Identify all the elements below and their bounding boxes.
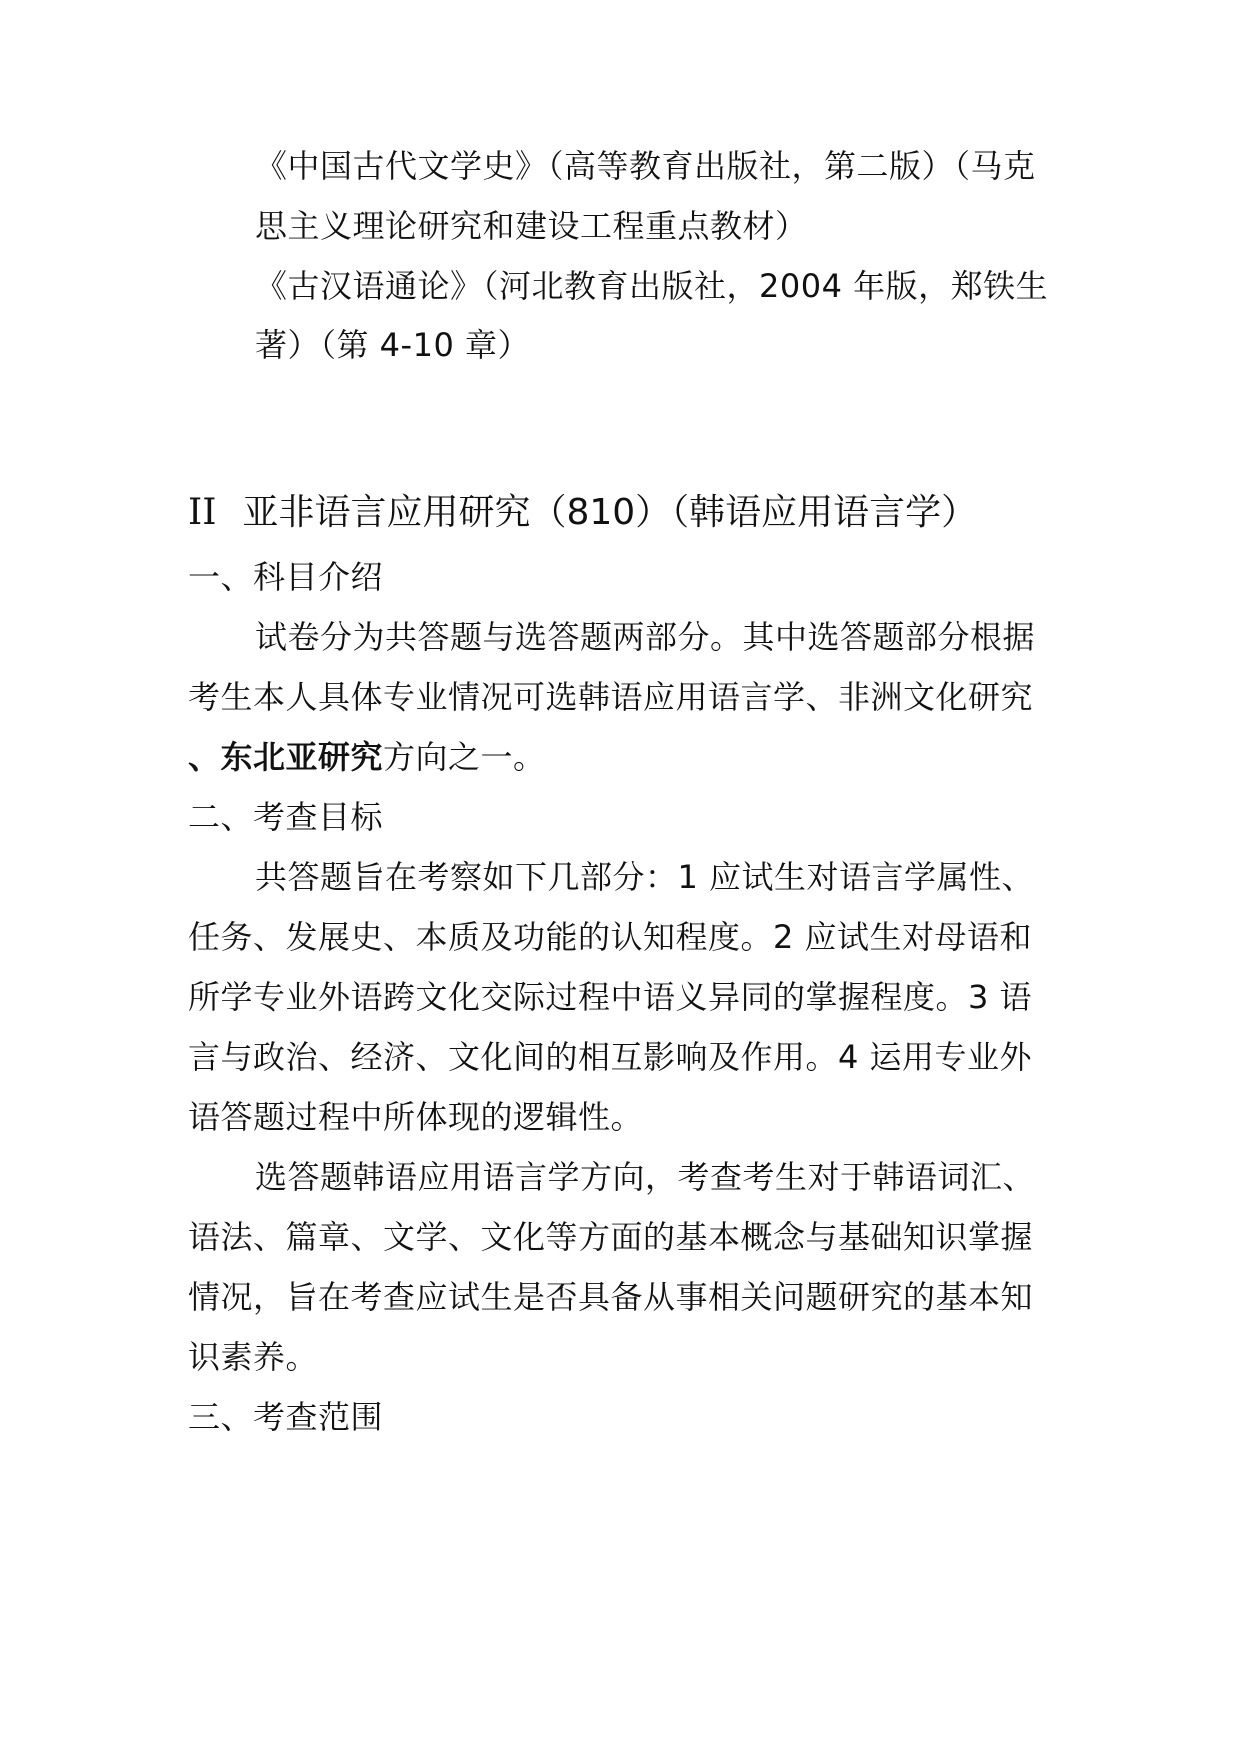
reference-1-line-1: 《中国古代文学史》（高等教育出版社，第二版）（马克 bbox=[255, 147, 1036, 185]
part-1-paragraph-line-2: 考生本人具体专业情况可选韩语应用语言学、非洲文化研究 bbox=[188, 678, 1034, 716]
reference-2-line-1: 《古汉语通论》（河北教育出版社，2004 年版，郑铁生 bbox=[255, 267, 1049, 305]
part-2-paragraph-2-line-2: 语法、篇章、文学、文化等方面的基本概念与基础知识掌握 bbox=[188, 1218, 1034, 1256]
part-2-paragraph-2-line-3: 情况，旨在考查应试生是否具备从事相关问题研究的基本知 bbox=[188, 1278, 1034, 1316]
part-2-paragraph-1-line-1: 共答题旨在考察如下几部分：1 应试生对语言学属性、 bbox=[255, 858, 1035, 896]
reference-1-line-2: 思主义理论研究和建设工程重点教材） bbox=[255, 207, 808, 245]
reference-2-line-2: 著）（第 4-10 章） bbox=[255, 326, 530, 364]
part-2-paragraph-1-line-3: 所学专业外语跨文化交际过程中语义异同的掌握程度。3 语 bbox=[188, 978, 1033, 1016]
part-2-heading: 二、考查目标 bbox=[188, 798, 384, 836]
line-rest: 方向之一。 bbox=[383, 738, 546, 776]
part-1-heading: 一、科目介绍 bbox=[188, 558, 384, 596]
part-2-paragraph-1-line-5: 语答题过程中所体现的逻辑性。 bbox=[188, 1098, 644, 1136]
part-2-paragraph-2-line-1: 选答题韩语应用语言学方向，考查考生对于韩语词汇、 bbox=[255, 1158, 1036, 1196]
part-1-paragraph-line-1: 试卷分为共答题与选答题两部分。其中选答题部分根据 bbox=[255, 618, 1036, 656]
part-1-paragraph-line-3 bbox=[188, 737, 546, 777]
part-2-paragraph-1-line-2: 任务、发展史、本质及功能的认知程度。2 应试生对母语和 bbox=[188, 918, 1033, 956]
section-numeral: II bbox=[188, 492, 217, 533]
part-3-heading: 三、考查范围 bbox=[188, 1398, 384, 1436]
section-heading bbox=[188, 491, 977, 535]
bold-emphasis: 、东北亚研究 bbox=[188, 738, 384, 776]
part-2-paragraph-2-line-4: 识素养。 bbox=[188, 1338, 319, 1376]
part-2-paragraph-1-line-4: 言与政治、经济、文化间的相互影响及作用。4 运用专业外 bbox=[188, 1038, 1033, 1076]
section-title: 亚非语言应用研究（810）（韩语应用语言学） bbox=[242, 492, 978, 533]
